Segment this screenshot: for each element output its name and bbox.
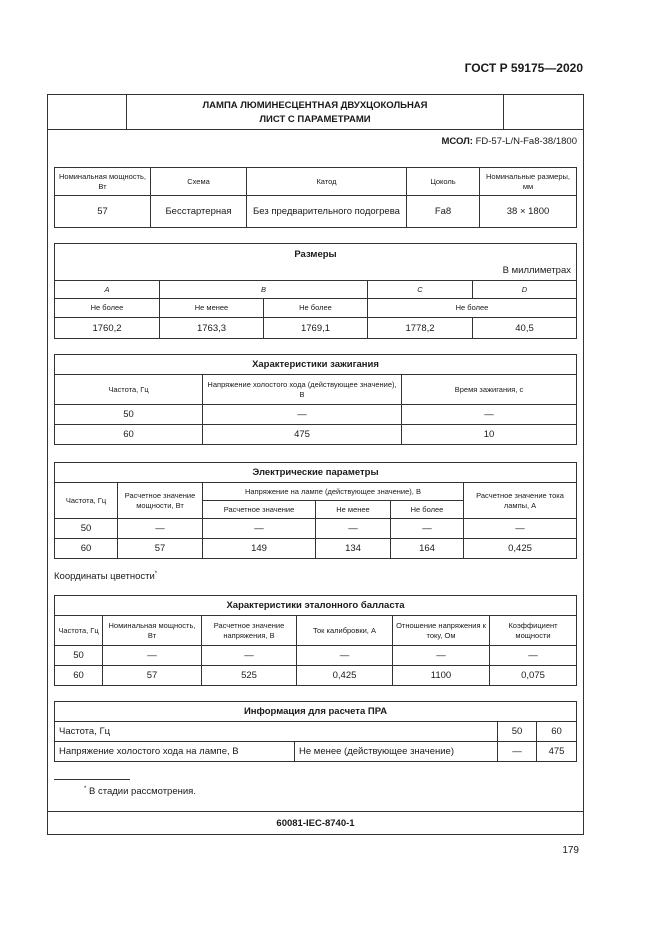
header-dimensions: Номинальные размеры, мм bbox=[480, 168, 577, 196]
cell-cathode: Без предварительного подогрева bbox=[247, 196, 407, 228]
header-cathode: Катод bbox=[247, 168, 407, 196]
title-block bbox=[47, 94, 584, 130]
dimensions-table bbox=[54, 243, 577, 339]
header-power: Номинальная мощность, Вт bbox=[55, 168, 151, 196]
el-cell: 57 bbox=[118, 539, 203, 559]
mcol-value: FD-57-L/N-Fa8-38/1800 bbox=[475, 136, 577, 147]
chromaticity-footnote-mark: * bbox=[154, 571, 158, 577]
dim-letter-a: A bbox=[55, 281, 160, 299]
ignition-table bbox=[54, 354, 577, 445]
el-cell: — bbox=[391, 519, 464, 539]
ign-cell: 10 bbox=[402, 425, 577, 445]
el-sub-min: Не менее bbox=[316, 501, 391, 519]
chromaticity-label: Координаты цветности bbox=[54, 571, 155, 583]
ignition-title: Характеристики зажигания bbox=[55, 355, 577, 375]
footer-separator bbox=[47, 811, 584, 812]
dim-value-a: 1760,2 bbox=[55, 318, 160, 339]
el-cell: 134 bbox=[316, 539, 391, 559]
ign-cell: 60 bbox=[55, 425, 203, 445]
cell-cap: Fa8 bbox=[407, 196, 480, 228]
el-cell: — bbox=[316, 519, 391, 539]
title-right-cell bbox=[503, 94, 584, 129]
dim-letter-b: B bbox=[160, 281, 368, 299]
info-voltage-condition: Не менее (действующее значение) bbox=[295, 742, 498, 762]
dim-letter-d: D bbox=[473, 281, 577, 299]
dim-limit-cd: Не более bbox=[368, 299, 577, 318]
el-header-power: Расчетное значение мощности, Вт bbox=[118, 483, 203, 519]
electrical-table bbox=[54, 462, 577, 559]
document-code: ГОСТ Р 59175—2020 bbox=[464, 61, 583, 75]
el-cell: — bbox=[464, 519, 577, 539]
lamp-summary-table bbox=[54, 167, 577, 228]
ballast-cell: — bbox=[103, 646, 202, 666]
ballast-cell: 0,425 bbox=[297, 666, 393, 686]
sheet-title-line1: ЛАМПА ЛЮМИНЕСЦЕНТНАЯ ДВУХЦОКОЛЬНАЯ bbox=[202, 100, 428, 111]
footnote-text: В стадии рассмотрения. bbox=[88, 786, 196, 798]
info-voltage-50: — bbox=[498, 742, 537, 762]
ballast-header: Отношение напряжения к току, Ом bbox=[393, 616, 490, 646]
header-scheme: Схема bbox=[151, 168, 247, 196]
info-freq-50: 50 bbox=[498, 722, 537, 742]
el-sub-max: Не более bbox=[391, 501, 464, 519]
ballast-info-table bbox=[54, 701, 577, 762]
electrical-title: Электрические параметры bbox=[55, 463, 577, 483]
el-header-freq: Частота, Гц bbox=[55, 483, 118, 519]
el-header-voltage: Напряжение на лампе (действующее значение), В bbox=[203, 483, 464, 501]
dimensions-title: Размеры bbox=[294, 249, 337, 260]
ign-cell: 475 bbox=[203, 425, 402, 445]
ign-cell: 50 bbox=[55, 405, 203, 425]
dim-limit-b-min: Не менее bbox=[160, 299, 264, 318]
ballast-title: Характеристики эталонного балласта bbox=[55, 596, 577, 616]
info-freq-label: Частота, Гц bbox=[55, 722, 498, 742]
el-cell: 60 bbox=[55, 539, 118, 559]
title-left-cell bbox=[47, 94, 127, 129]
dim-limit-b-max: Не более bbox=[264, 299, 368, 318]
info-freq-60: 60 bbox=[537, 722, 577, 742]
el-cell: — bbox=[118, 519, 203, 539]
cell-scheme: Бесстартерная bbox=[151, 196, 247, 228]
cell-power: 57 bbox=[55, 196, 151, 228]
reference-ballast-table bbox=[54, 595, 577, 686]
el-cell: 164 bbox=[391, 539, 464, 559]
sheet-title-line2: ЛИСТ С ПАРАМЕТРАМИ bbox=[259, 114, 371, 125]
ballast-cell: — bbox=[297, 646, 393, 666]
ballast-header: Расчетное значение напряжения, В bbox=[202, 616, 297, 646]
info-voltage-60: 475 bbox=[537, 742, 577, 762]
dim-value-b-max: 1769,1 bbox=[264, 318, 368, 339]
ballast-info-title: Информация для расчета ПРА bbox=[55, 702, 577, 722]
ign-header-freq: Частота, Гц bbox=[55, 375, 203, 405]
ballast-cell: — bbox=[490, 646, 577, 666]
el-cell: 50 bbox=[55, 519, 118, 539]
el-header-current: Расчетное значение тока лампы, А bbox=[464, 483, 577, 519]
info-voltage-label: Напряжение холостого хода на лампе, В bbox=[55, 742, 295, 762]
sheet-code: 60081-IEC-8740-1 bbox=[276, 818, 355, 829]
ballast-cell: 1100 bbox=[393, 666, 490, 686]
ballast-cell: 50 bbox=[55, 646, 103, 666]
footnote bbox=[84, 786, 196, 797]
ballast-cell: — bbox=[202, 646, 297, 666]
ballast-cell: 525 bbox=[202, 666, 297, 686]
ign-header-time: Время зажигания, с bbox=[402, 375, 577, 405]
ballast-header: Ток калибровки, А bbox=[297, 616, 393, 646]
dim-value-d: 40,5 bbox=[473, 318, 577, 339]
ballast-header: Коэффициент мощности bbox=[490, 616, 577, 646]
dim-limit-a: Не более bbox=[55, 299, 160, 318]
ign-cell: — bbox=[203, 405, 402, 425]
dimensions-unit: В миллиметрах bbox=[502, 265, 571, 276]
ballast-cell: 57 bbox=[103, 666, 202, 686]
ign-cell: — bbox=[402, 405, 577, 425]
mcol-label: МСОЛ: bbox=[441, 136, 473, 147]
footnote-separator bbox=[54, 779, 130, 780]
el-sub-rated: Расчетное значение bbox=[203, 501, 316, 519]
ballast-cell: 60 bbox=[55, 666, 103, 686]
ballast-header: Номинальная мощность, Вт bbox=[103, 616, 202, 646]
el-cell: — bbox=[203, 519, 316, 539]
dim-value-c: 1778,2 bbox=[368, 318, 473, 339]
ballast-cell: — bbox=[393, 646, 490, 666]
el-cell: 149 bbox=[203, 539, 316, 559]
ballast-header: Частота, Гц bbox=[55, 616, 103, 646]
ign-header-voltage: Напряжение холостого хода (действующее значение), В bbox=[203, 375, 402, 405]
chromaticity-coordinates bbox=[54, 571, 157, 582]
dim-value-b-min: 1763,3 bbox=[160, 318, 264, 339]
mcol-designation bbox=[441, 136, 577, 147]
dim-letter-c: C bbox=[368, 281, 473, 299]
el-cell: 0,425 bbox=[464, 539, 577, 559]
cell-dimensions: 38 × 1800 bbox=[480, 196, 577, 228]
ballast-cell: 0,075 bbox=[490, 666, 577, 686]
header-cap: Цоколь bbox=[407, 168, 480, 196]
dimensions-title-cell bbox=[55, 244, 577, 281]
footnote-mark: * bbox=[84, 786, 87, 792]
page-number: 179 bbox=[562, 845, 579, 856]
